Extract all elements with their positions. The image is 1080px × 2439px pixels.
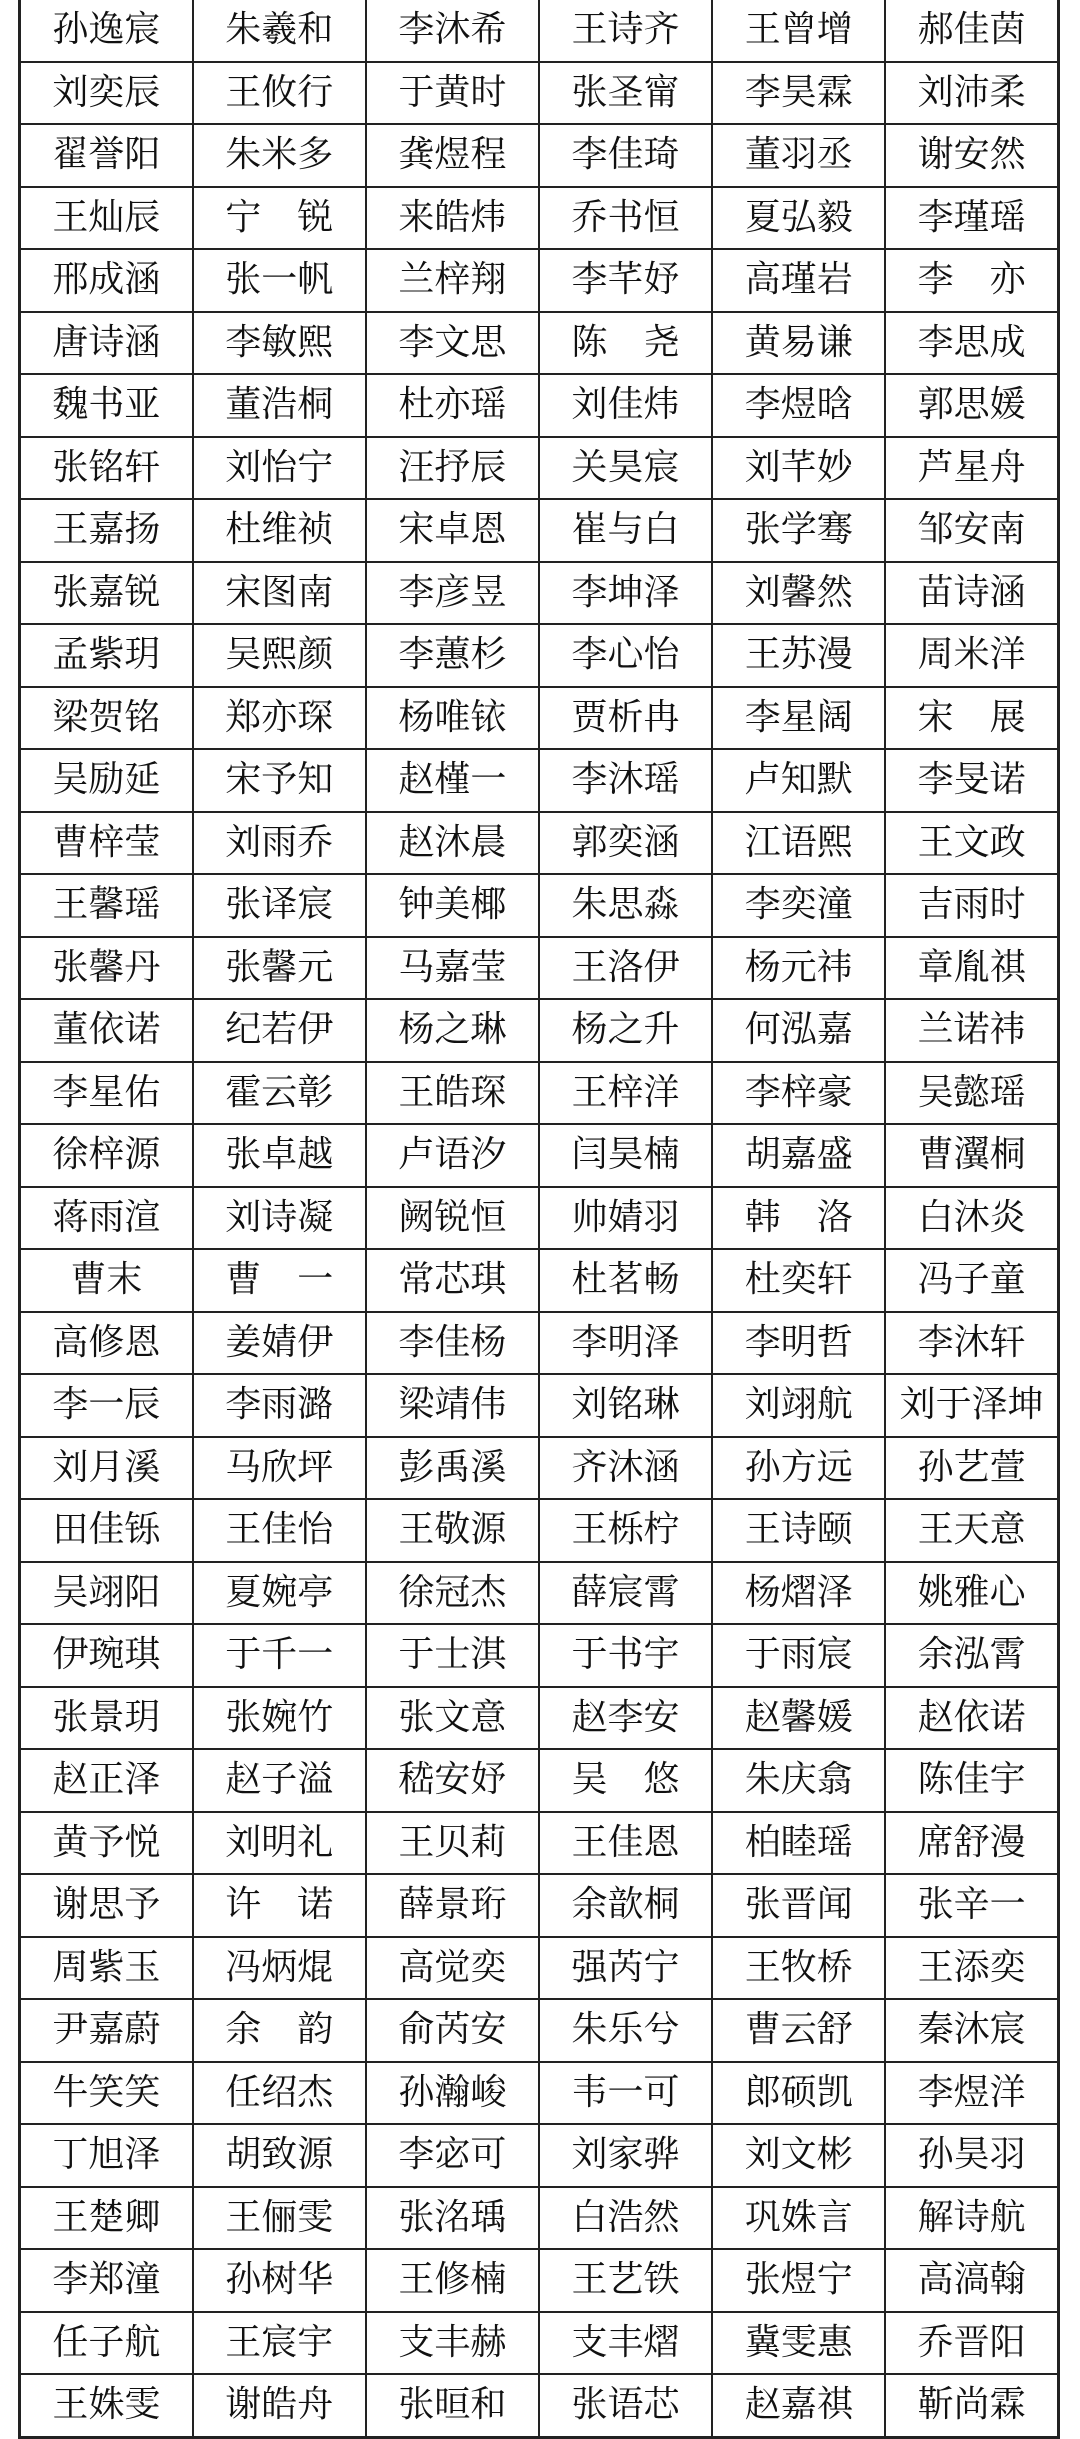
name-cell: 关昊宸 [539,437,712,500]
name-cell: 刘雨乔 [193,812,366,875]
name-cell: 贾析冉 [539,687,712,750]
name-cell: 于雨宸 [712,1624,885,1687]
name-cell: 许 诺 [193,1874,366,1937]
name-cell: 张译宸 [193,874,366,937]
name-cell: 刘明礼 [193,1812,366,1875]
name-cell: 李奕潼 [712,874,885,937]
name-cell: 李雨潞 [193,1374,366,1437]
name-cell: 张辛一 [885,1874,1058,1937]
name-cell: 李佳杨 [366,1312,539,1375]
table-row [20,62,1059,125]
name-cell: 冯炳焜 [193,1937,366,2000]
name-cell: 吉雨时 [885,874,1058,937]
name-cell: 王修楠 [366,2249,539,2312]
name-cell: 牛笑笑 [20,2062,193,2125]
name-cell: 刘家骅 [539,2124,712,2187]
name-cell: 齐沐涵 [539,1437,712,1500]
name-cell: 杨之升 [539,999,712,1062]
name-cell: 张学骞 [712,499,885,562]
name-cell: 张一帆 [193,249,366,312]
name-cell: 李瑾瑶 [885,187,1058,250]
name-cell: 马欣坪 [193,1437,366,1500]
name-cell: 王诗齐 [539,0,712,62]
name-cell: 王皓琛 [366,1062,539,1125]
name-cell: 吴熙颜 [193,624,366,687]
name-cell: 李旻诺 [885,749,1058,812]
name-cell: 张文意 [366,1687,539,1750]
name-cell: 梁靖伟 [366,1374,539,1437]
name-cell: 李昊霖 [712,62,885,125]
name-cell: 汪抒辰 [366,437,539,500]
name-cell: 王馨瑶 [20,874,193,937]
name-cell: 王洛伊 [539,937,712,1000]
name-cell: 苗诗涵 [885,562,1058,625]
name-cell: 巩姝言 [712,2187,885,2250]
name-cell: 李彦昱 [366,562,539,625]
name-cell: 高瑾岩 [712,249,885,312]
name-cell: 白浩然 [539,2187,712,2250]
table-row [20,687,1059,750]
name-cell: 柏睦瑶 [712,1812,885,1875]
name-cell: 孙树华 [193,2249,366,2312]
name-cell: 孙昊羽 [885,2124,1058,2187]
name-cell: 姜婧伊 [193,1312,366,1375]
name-cell: 霍云彰 [193,1062,366,1125]
name-cell: 周米洋 [885,624,1058,687]
roster-body [20,0,1059,2437]
name-cell: 朱庆翕 [712,1749,885,1812]
name-cell: 杨之琳 [366,999,539,1062]
name-cell: 支丰赫 [366,2312,539,2375]
name-cell: 李敏熙 [193,312,366,375]
table-row [20,1812,1059,1875]
name-cell: 夏弘毅 [712,187,885,250]
name-cell: 李煜晗 [712,374,885,437]
name-cell: 徐冠杰 [366,1562,539,1625]
name-cell: 马嘉莹 [366,937,539,1000]
name-cell: 高修恩 [20,1312,193,1375]
name-cell: 魏书亚 [20,374,193,437]
name-cell: 刘于泽坤 [885,1374,1058,1437]
name-cell: 张婉竹 [193,1687,366,1750]
name-cell: 卢语汐 [366,1124,539,1187]
name-cell: 王栎柠 [539,1499,712,1562]
name-cell: 赵槿一 [366,749,539,812]
name-cell: 李宓可 [366,2124,539,2187]
name-cell: 王俪雯 [193,2187,366,2250]
name-cell: 谢皓舟 [193,2374,366,2437]
name-cell: 赵嘉祺 [712,2374,885,2437]
name-cell: 宋 展 [885,687,1058,750]
table-row [20,437,1059,500]
name-cell: 杨唯铱 [366,687,539,750]
name-cell: 姚雅心 [885,1562,1058,1625]
name-cell: 王佳怡 [193,1499,366,1562]
table-row [20,937,1059,1000]
name-cell: 郝佳茵 [885,0,1058,62]
table-row [20,499,1059,562]
name-cell: 芦星舟 [885,437,1058,500]
name-cell: 龚煜程 [366,124,539,187]
table-row [20,812,1059,875]
name-cell: 杨元祎 [712,937,885,1000]
table-row [20,1937,1059,2000]
name-cell: 曹 一 [193,1249,366,1312]
name-cell: 王曾增 [712,0,885,62]
name-cell: 朱米多 [193,124,366,187]
table-row [20,874,1059,937]
name-cell: 胡致源 [193,2124,366,2187]
table-row [20,1062,1059,1125]
name-cell: 朱羲和 [193,0,366,62]
name-cell: 曹云舒 [712,1999,885,2062]
name-cell: 章胤祺 [885,937,1058,1000]
name-cell: 李明哲 [712,1312,885,1375]
name-cell: 王梓洋 [539,1062,712,1125]
name-cell: 白沐炎 [885,1187,1058,1250]
name-cell: 彭禹溪 [366,1437,539,1500]
name-cell: 李沐轩 [885,1312,1058,1375]
name-cell: 赵正泽 [20,1749,193,1812]
name-cell: 薛景珩 [366,1874,539,1937]
name-cell: 王楚卿 [20,2187,193,2250]
table-row [20,1437,1059,1500]
name-cell: 闫昊楠 [539,1124,712,1187]
name-cell: 李煜洋 [885,2062,1058,2125]
table-row [20,2062,1059,2125]
name-cell: 王敬源 [366,1499,539,1562]
table-row [20,2374,1059,2437]
name-cell: 刘月溪 [20,1437,193,1500]
name-cell: 高滈翰 [885,2249,1058,2312]
name-cell: 王佳恩 [539,1812,712,1875]
table-row [20,2312,1059,2375]
table-row [20,1499,1059,1562]
name-cell: 张洺瑀 [366,2187,539,2250]
name-cell: 纪若伊 [193,999,366,1062]
table-row [20,1187,1059,1250]
name-cell: 孙逸宸 [20,0,193,62]
name-cell: 崔与白 [539,499,712,562]
name-cell: 王天意 [885,1499,1058,1562]
name-cell: 宋图南 [193,562,366,625]
name-cell: 王苏漫 [712,624,885,687]
name-cell: 田佳铄 [20,1499,193,1562]
table-row [20,312,1059,375]
name-cell: 李思成 [885,312,1058,375]
name-cell: 梁贺铭 [20,687,193,750]
table-row [20,1624,1059,1687]
name-roster-table [18,0,1060,2439]
name-cell: 赵沐晨 [366,812,539,875]
name-cell: 王嘉扬 [20,499,193,562]
table-row [20,249,1059,312]
name-cell: 王艺铁 [539,2249,712,2312]
name-cell: 李坤泽 [539,562,712,625]
name-roster-sheet [18,0,1060,2439]
name-cell: 朱思淼 [539,874,712,937]
name-cell: 刘馨然 [712,562,885,625]
table-row [20,624,1059,687]
name-cell: 刘芊妙 [712,437,885,500]
name-cell: 刘铭琳 [539,1374,712,1437]
name-cell: 赵子溢 [193,1749,366,1812]
name-cell: 强芮宁 [539,1937,712,2000]
name-cell: 赵李安 [539,1687,712,1750]
table-row [20,1874,1059,1937]
name-cell: 谢安然 [885,124,1058,187]
name-cell: 唐诗涵 [20,312,193,375]
name-cell: 乔书恒 [539,187,712,250]
name-cell: 秦沐宸 [885,1999,1058,2062]
name-cell: 邹安南 [885,499,1058,562]
name-cell: 刘怡宁 [193,437,366,500]
name-cell: 张景玥 [20,1687,193,1750]
name-cell: 曹末 [20,1249,193,1312]
name-cell: 王诗颐 [712,1499,885,1562]
name-cell: 赵依诺 [885,1687,1058,1750]
name-cell: 李星佑 [20,1062,193,1125]
table-row [20,2187,1059,2250]
name-cell: 刘文彬 [712,2124,885,2187]
name-cell: 李梓豪 [712,1062,885,1125]
name-cell: 刘奕辰 [20,62,193,125]
name-cell: 伊琬琪 [20,1624,193,1687]
name-cell: 邢成涵 [20,249,193,312]
table-row [20,749,1059,812]
name-cell: 高觉奕 [366,1937,539,2000]
table-row [20,0,1059,62]
name-cell: 郑亦琛 [193,687,366,750]
table-row [20,999,1059,1062]
name-cell: 王灿辰 [20,187,193,250]
name-cell: 张煜宁 [712,2249,885,2312]
name-cell: 夏婉亭 [193,1562,366,1625]
table-row [20,1687,1059,1750]
name-cell: 董浩桐 [193,374,366,437]
name-cell: 王姝雯 [20,2374,193,2437]
name-cell: 王添奕 [885,1937,1058,2000]
name-cell: 董羽丞 [712,124,885,187]
name-cell: 曹梓莹 [20,812,193,875]
name-cell: 江语熙 [712,812,885,875]
name-cell: 尹嘉蔚 [20,1999,193,2062]
name-cell: 帅婧羽 [539,1187,712,1250]
name-cell: 张语芯 [539,2374,712,2437]
name-cell: 余泓霄 [885,1624,1058,1687]
name-cell: 李佳琦 [539,124,712,187]
name-cell: 陈 尧 [539,312,712,375]
name-cell: 李郑潼 [20,2249,193,2312]
name-cell: 任绍杰 [193,2062,366,2125]
name-cell: 黄易谦 [712,312,885,375]
name-cell: 卢知默 [712,749,885,812]
name-cell: 兰诺祎 [885,999,1058,1062]
name-cell: 兰梓翔 [366,249,539,312]
table-row [20,1999,1059,2062]
name-cell: 冀雯惠 [712,2312,885,2375]
name-cell: 郭思媛 [885,374,1058,437]
name-cell: 张圣甯 [539,62,712,125]
table-row [20,1249,1059,1312]
name-cell: 孟紫玥 [20,624,193,687]
name-cell: 王文政 [885,812,1058,875]
name-cell: 宁 锐 [193,187,366,250]
name-cell: 张铭轩 [20,437,193,500]
table-row [20,1562,1059,1625]
name-cell: 杨熠泽 [712,1562,885,1625]
name-cell: 靳尚霖 [885,2374,1058,2437]
name-cell: 李蕙杉 [366,624,539,687]
table-row [20,2124,1059,2187]
name-cell: 杜茗畅 [539,1249,712,1312]
name-cell: 赵馨媛 [712,1687,885,1750]
name-cell: 刘诗凝 [193,1187,366,1250]
name-cell: 嵇安妤 [366,1749,539,1812]
name-cell: 宋予知 [193,749,366,812]
name-cell: 阙锐恒 [366,1187,539,1250]
name-cell: 解诗航 [885,2187,1058,2250]
name-cell: 张晅和 [366,2374,539,2437]
name-cell: 俞芮安 [366,1999,539,2062]
name-cell: 何泓嘉 [712,999,885,1062]
name-cell: 张馨元 [193,937,366,1000]
name-cell: 董依诺 [20,999,193,1062]
name-cell: 孙艺萱 [885,1437,1058,1500]
name-cell: 孙瀚峻 [366,2062,539,2125]
table-row [20,1749,1059,1812]
name-cell: 翟誉阳 [20,124,193,187]
name-cell: 陈佳宇 [885,1749,1058,1812]
name-cell: 刘佳炜 [539,374,712,437]
name-cell: 宋卓恩 [366,499,539,562]
name-cell: 周紫玉 [20,1937,193,2000]
name-cell: 李心怡 [539,624,712,687]
name-cell: 于千一 [193,1624,366,1687]
table-row [20,1374,1059,1437]
table-row [20,1124,1059,1187]
name-cell: 吴 悠 [539,1749,712,1812]
name-cell: 于黄时 [366,62,539,125]
name-cell: 常芯琪 [366,1249,539,1312]
name-cell: 胡嘉盛 [712,1124,885,1187]
name-cell: 杜奕轩 [712,1249,885,1312]
name-cell: 吴懿瑶 [885,1062,1058,1125]
name-cell: 王贝莉 [366,1812,539,1875]
name-cell: 李星阔 [712,687,885,750]
name-cell: 郎硕凯 [712,2062,885,2125]
name-cell: 张晋闻 [712,1874,885,1937]
table-row [20,374,1059,437]
name-cell: 韦一可 [539,2062,712,2125]
name-cell: 吴翊阳 [20,1562,193,1625]
name-cell: 朱乐兮 [539,1999,712,2062]
name-cell: 钟美椰 [366,874,539,937]
name-cell: 席舒漫 [885,1812,1058,1875]
name-cell: 刘翊航 [712,1374,885,1437]
name-cell: 刘沛柔 [885,62,1058,125]
name-cell: 韩 洛 [712,1187,885,1250]
name-cell: 任子航 [20,2312,193,2375]
table-row [20,1312,1059,1375]
table-row [20,124,1059,187]
name-cell: 李明泽 [539,1312,712,1375]
name-cell: 冯子童 [885,1249,1058,1312]
name-cell: 王攸行 [193,62,366,125]
name-cell: 李一辰 [20,1374,193,1437]
name-cell: 李沐希 [366,0,539,62]
name-cell: 黄予悦 [20,1812,193,1875]
name-cell: 薛宸霄 [539,1562,712,1625]
name-cell: 郭奕涵 [539,812,712,875]
name-cell: 张卓越 [193,1124,366,1187]
name-cell: 谢思予 [20,1874,193,1937]
name-cell: 李 亦 [885,249,1058,312]
table-row [20,562,1059,625]
name-cell: 丁旭泽 [20,2124,193,2187]
name-cell: 王牧桥 [712,1937,885,2000]
name-cell: 李沐瑶 [539,749,712,812]
name-cell: 张馨丹 [20,937,193,1000]
name-cell: 李芊妤 [539,249,712,312]
name-cell: 李文思 [366,312,539,375]
name-cell: 张嘉锐 [20,562,193,625]
name-cell: 余歆桐 [539,1874,712,1937]
table-row [20,2249,1059,2312]
name-cell: 乔晋阳 [885,2312,1058,2375]
name-cell: 曹瀷桐 [885,1124,1058,1187]
name-cell: 王宸宇 [193,2312,366,2375]
name-cell: 余 韵 [193,1999,366,2062]
name-cell: 徐梓源 [20,1124,193,1187]
name-cell: 吴励延 [20,749,193,812]
table-row [20,187,1059,250]
name-cell: 支丰熠 [539,2312,712,2375]
name-cell: 杜维祯 [193,499,366,562]
name-cell: 于士淇 [366,1624,539,1687]
name-cell: 杜亦瑶 [366,374,539,437]
name-cell: 孙方远 [712,1437,885,1500]
name-cell: 蒋雨渲 [20,1187,193,1250]
name-cell: 于书宇 [539,1624,712,1687]
name-cell: 来皓炜 [366,187,539,250]
